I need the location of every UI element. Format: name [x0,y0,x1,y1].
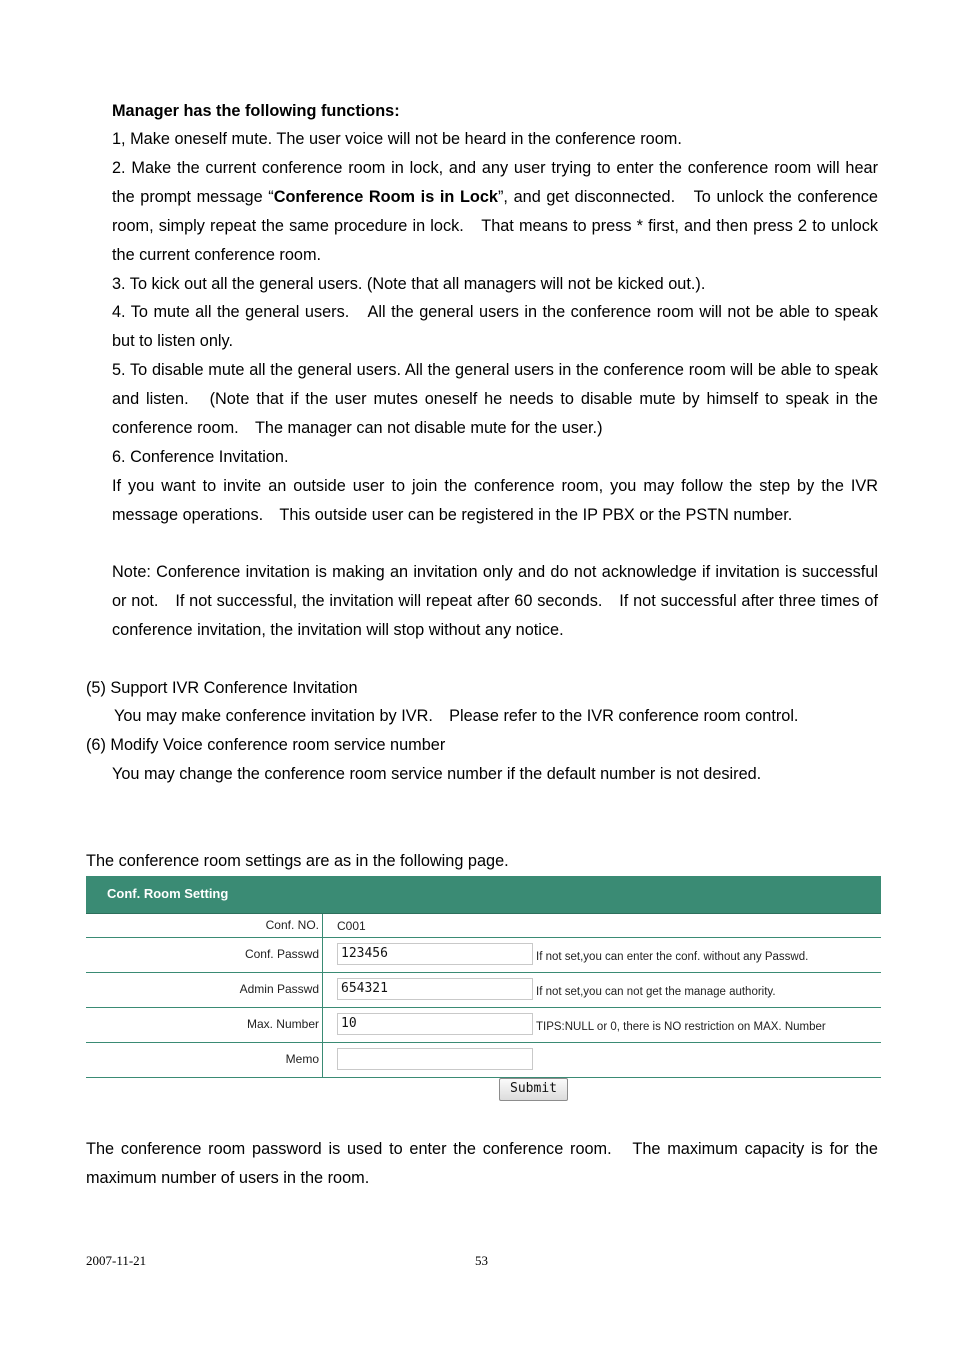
admin-passwd-tip: If not set,you can not get the manage authority. [536,986,776,998]
conf-no-value: C001 [337,919,366,933]
section-6-body: You may change the conference room service number if the default number is not desired. [112,765,762,783]
max-number-tip: TIPS:NULL or 0, there is NO restriction on MAX. Number [536,1021,826,1033]
manager-functions-heading: Manager has the following functions: [112,102,400,120]
memo-row [86,1043,881,1078]
item-3: 3. To kick out all the general users. (Note that all managers will not be kicked out.). [112,275,706,293]
item-4: 4. To mute all the general users. All the general users in the conference room will not be able to speak but to listen only. [112,303,878,350]
item-1: 1, Make oneself mute. The user voice will not be heard in the conference room. [112,130,682,148]
conf-no-row [86,914,881,938]
invitation-note: Note: Conference invitation is making an invitation only and do not acknowledge if invitation is successful or not. If not successful, the invitation will repeat after 60 seconds. If not successful after three times of conference invitation, the invitation will stop without any notice. [112,563,878,639]
admin-passwd-input[interactable]: 654321 [337,978,533,1000]
settings-intro: The conference room settings are as in the following page. [86,852,509,870]
settings-outro: The conference room password is used to enter the conference room. The maximum capacity is for the maximum number of users in the room. [86,1140,878,1187]
submit-button[interactable]: Submit [499,1078,568,1101]
conf-passwd-input[interactable]: 123456 [337,943,533,965]
item-2: 2. Make the current conference room in lock, and any user trying to enter the conference room will hear the prompt message “Conference Room is in Lock”, and get disconnected. To unlock the conference room, simply repeat the same procedure in lock. That means to press * first, and then press 2 to unlock the current conference room. [112,159,878,264]
max-number-row [86,1008,881,1043]
conf-room-setting-panel [86,876,881,1096]
section-6-title: (6) Modify Voice conference room service number [86,736,446,754]
admin-passwd-label: Admin Passwd [86,973,323,1007]
conf-no-label: Conf. NO. [86,914,323,937]
item-6-body: If you want to invite an outside user to join the conference room, you may follow the step by the IVR message operations. This outside user can be registered in the IP PBX or the PSTN number. [112,477,878,524]
conf-passwd-row [86,938,881,973]
lock-prompt-text: Conference Room is in Lock [273,188,498,206]
max-number-label: Max. Number [86,1008,323,1042]
footer-date: 2007-11-21 [86,1253,147,1268]
panel-header: Conf. Room Setting [86,876,881,914]
memo-label: Memo [86,1043,323,1077]
item-5: 5. To disable mute all the general users. All the general users in the conference room will be able to speak and listen. (Note that if the user mutes oneself he needs to disable mute by himself to speak in the conference room. The manager can not disable mute for the user.) [112,361,878,437]
memo-input[interactable] [337,1048,533,1070]
section-5-title: (5) Support IVR Conference Invitation [86,679,358,697]
section-5-body: You may make conference invitation by IVR. Please refer to the IVR conference room control. [114,707,799,725]
admin-passwd-row [86,973,881,1008]
max-number-input[interactable]: 10 [337,1013,533,1035]
conf-passwd-tip: If not set,you can enter the conf. without any Passwd. [536,951,809,963]
conf-passwd-label: Conf. Passwd [86,938,323,972]
item-6: 6. Conference Invitation. [112,448,289,466]
footer-page-number: 53 [475,1253,488,1268]
